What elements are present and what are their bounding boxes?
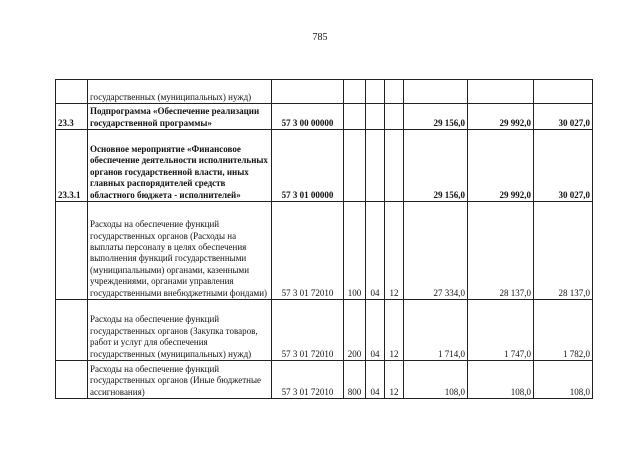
row-subsection: [385, 80, 404, 104]
row-value-2: [468, 80, 534, 104]
row-number: [56, 361, 88, 399]
table-row: [56, 130, 593, 202]
row-value-1: 1 714,0: [404, 300, 468, 361]
row-number: [56, 80, 88, 104]
row-value-3: [534, 80, 593, 104]
row-expense-type: [344, 80, 366, 104]
row-expense-type: [344, 104, 366, 130]
row-value-2: 29 992,0: [468, 130, 534, 202]
row-number: [56, 202, 88, 300]
row-name: Расходы на обеспечение функций государственных органов (Иные бюджетные ассигнования): [88, 361, 272, 399]
row-subsection: 12: [385, 202, 404, 300]
row-value-1: 29 156,0: [404, 104, 468, 130]
row-code: 57 3 01 72010: [272, 202, 344, 300]
row-code: 57 3 00 00000: [272, 104, 344, 130]
page-number: 785: [312, 32, 328, 43]
row-expense-type: 200: [344, 300, 366, 361]
row-subsection: 12: [385, 361, 404, 399]
row-code: 57 3 01 00000: [272, 130, 344, 202]
row-code: 57 3 01 72010: [272, 300, 344, 361]
row-value-1: 108,0: [404, 361, 468, 399]
row-section: [366, 130, 385, 202]
row-value-3: 1 782,0: [534, 300, 593, 361]
row-value-2: 29 992,0: [468, 104, 534, 130]
row-section: [366, 80, 385, 104]
row-expense-type: 800: [344, 361, 366, 399]
row-value-2: 108,0: [468, 361, 534, 399]
row-section: [366, 104, 385, 130]
row-code: [272, 80, 344, 104]
row-section: 04: [366, 300, 385, 361]
row-value-3: 28 137,0: [534, 202, 593, 300]
row-value-3: 108,0: [534, 361, 593, 399]
row-number: 23.3.1: [56, 130, 88, 202]
table-row: [56, 202, 593, 300]
row-subsection: [385, 104, 404, 130]
row-value-1: 27 334,0: [404, 202, 468, 300]
row-value-3: 30 027,0: [534, 130, 593, 202]
row-expense-type: 100: [344, 202, 366, 300]
row-value-1: 29 156,0: [404, 130, 468, 202]
table-row: [56, 361, 593, 399]
row-subsection: 12: [385, 300, 404, 361]
table-row: [56, 104, 593, 130]
row-subsection: [385, 130, 404, 202]
row-value-2: 1 747,0: [468, 300, 534, 361]
row-number: [56, 300, 88, 361]
row-number: 23.3: [56, 104, 88, 130]
row-code: 57 3 01 72010: [272, 361, 344, 399]
row-name: Основное мероприятие «Финансовое обеспечение деятельности исполнительных органов государственной власти, иных главных распорядителей средств областного бюджета - исполнителей»: [88, 130, 272, 202]
row-name: Расходы на обеспечение функций государственных органов (Закупка товаров, работ и услуг для обеспечения государственных (муниципальных) нужд): [88, 300, 272, 361]
row-value-1: [404, 80, 468, 104]
table-row: [56, 300, 593, 361]
row-value-3: 30 027,0: [534, 104, 593, 130]
budget-table: [55, 79, 593, 399]
row-name: Расходы на обеспечение функций государственных органов (Расходы на выплаты персоналу в целях обеспечения выполнения функций государственными (муниципальными) органами, казенными учреждениями, органами управления государственными внебюджетными фондами): [88, 202, 272, 300]
row-name: Подпрограмма «Обеспечение реализации государственной программы»: [88, 104, 272, 130]
row-value-2: 28 137,0: [468, 202, 534, 300]
row-expense-type: [344, 130, 366, 202]
row-name: государственных (муниципальных) нужд): [88, 80, 272, 104]
row-section: 04: [366, 361, 385, 399]
table-row: [56, 80, 593, 104]
row-section: 04: [366, 202, 385, 300]
